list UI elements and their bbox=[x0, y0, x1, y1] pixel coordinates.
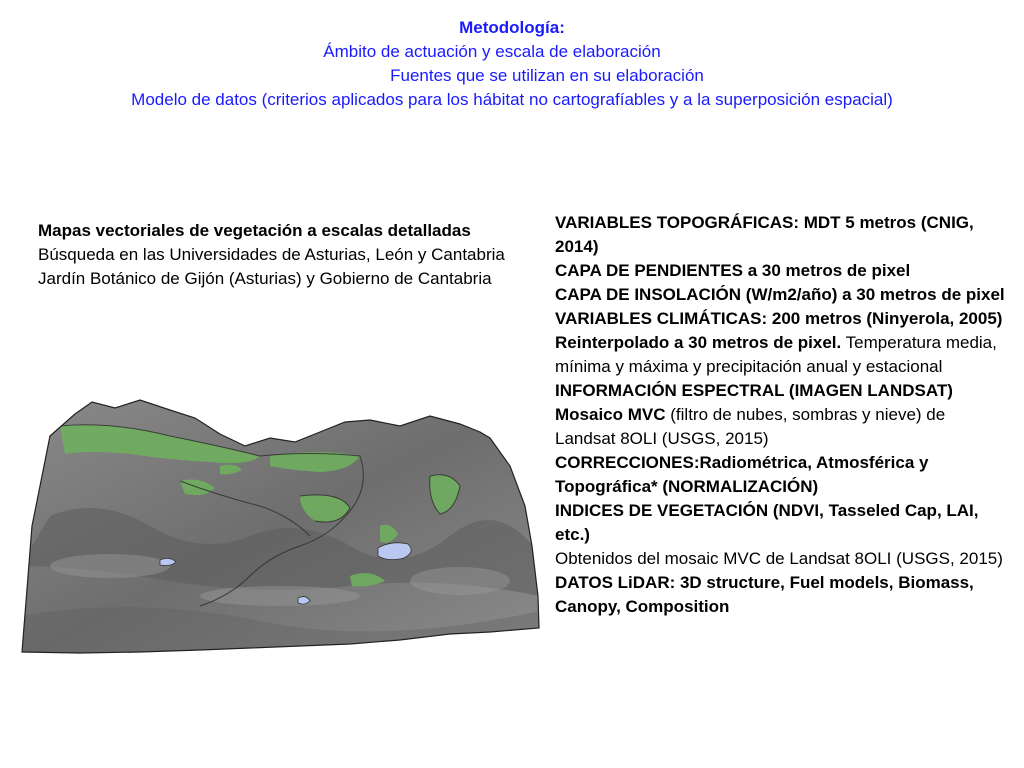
methodology-header bbox=[0, 16, 1024, 112]
mosaic-detail: (filtro de nubes, sombras y nieve) de Landsat 8OLI (USGS, 2015) bbox=[555, 405, 946, 448]
botanic-garden-line: Jardín Botánico de Gijón (Asturias) y Gobierno de Cantabria bbox=[38, 269, 492, 288]
topo-variables: VARIABLES TOPOGRÁFICAS: MDT 5 metros (CNIG, 2014) bbox=[555, 213, 974, 256]
spectral-info: INFORMACIÓN ESPECTRAL (IMAGEN LANDSAT) bbox=[555, 381, 953, 400]
mosaic-bold: Mosaico MVC bbox=[555, 405, 666, 424]
vegetation-map-image bbox=[20, 396, 540, 658]
mosaic-line bbox=[555, 403, 1005, 451]
indices-source: Obtenidos del mosaic MVC de Landsat 8OLI (USGS, 2015) bbox=[555, 549, 1003, 568]
universities-line: Búsqueda en las Universidades de Asturias, León y Cantabria bbox=[38, 245, 505, 264]
climate-variables bbox=[555, 307, 1005, 379]
climate-variables-detail: Temperatura media, mínima y máxima y precipitación anual y estacional bbox=[555, 333, 997, 376]
slope-layer: CAPA DE PENDIENTES a 30 metros de pixel bbox=[555, 261, 911, 280]
lake-1 bbox=[378, 543, 411, 560]
map-region bbox=[20, 396, 540, 658]
lidar-data: DATOS LiDAR: 3D structure, Fuel models, Biomass, Canopy, Composition bbox=[555, 573, 974, 616]
methodology-title: Metodología: bbox=[459, 18, 565, 37]
vector-maps-heading: Mapas vectoriales de vegetación a escalas detalladas bbox=[38, 221, 471, 240]
header-line-fuentes: Fuentes que se utilizan en su elaboración bbox=[390, 66, 704, 85]
vector-maps-text bbox=[38, 219, 508, 291]
climate-variables-bold: VARIABLES CLIMÁTICAS: 200 metros (Ninyerola, 2005) Reinterpolado a 30 metros de pixel. bbox=[555, 309, 1003, 352]
corrections: CORRECCIONES:Radiométrica, Atmosférica y Topográfica* (NORMALIZACIÓN) bbox=[555, 453, 929, 496]
header-line-ambito: Ámbito de actuación y escala de elaboración bbox=[323, 42, 661, 61]
insolation-layer: CAPA DE INSOLACIÓN (W/m2/año) a 30 metros de pixel bbox=[555, 285, 1005, 304]
vegetation-indices: INDICES DE VEGETACIÓN (NDVI, Tasseled Cap, LAI, etc.) bbox=[555, 501, 979, 544]
data-sources-text bbox=[555, 211, 1005, 619]
header-line-modelo: Modelo de datos (criterios aplicados para los hábitat no cartografíables y a la superposición espacial) bbox=[131, 90, 893, 109]
